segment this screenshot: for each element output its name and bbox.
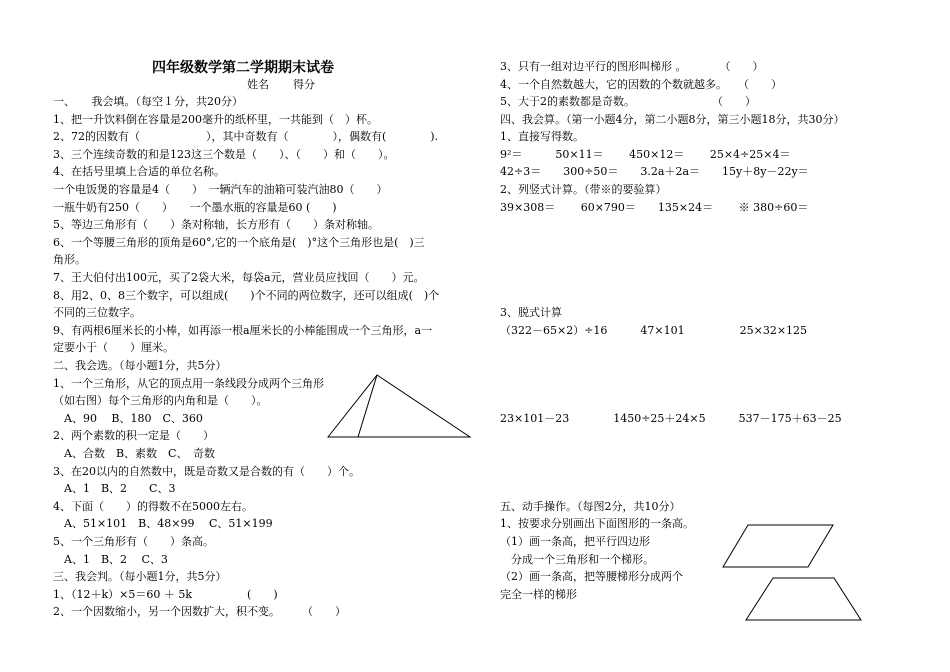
question-line: 2、一个因数缩小，另一个因数扩大，积不变。 （ ） (53, 605, 346, 618)
question-line: 6、一个等腰三角形的顶角是60°,它的一个底角是( )°这个三角形也是( )三 (53, 236, 425, 249)
question-line: 一个电饭煲的容量是4（ ） 一辆汽车的油箱可装汽油80（ ） (53, 183, 388, 196)
question-line: 一瓶牛奶有250（ ） 一个墨水瓶的容量是60 ( ) (53, 201, 337, 214)
choice-options: A、51×101 B、48×99 C、51×199 (53, 517, 273, 530)
name-label: 姓名 (247, 78, 269, 91)
section-choice-heading: 二、我会选。（每小题1分，共5分） (53, 359, 227, 372)
question-line: （如右图）每个三角形的内角和是（ ）。 (53, 394, 268, 407)
question-line: 5、等边三角形有（ ）条对称轴，长方形有（ ）条对称轴。 (53, 218, 379, 231)
calc-row: （322－65×2）÷16 47×101 25×32×125 (500, 324, 808, 337)
calc-row: 9²＝ 50×11＝ 450×12＝ 25×4÷25×4＝ (500, 148, 791, 161)
question-line: 1、一个三角形，从它的顶点用一条线段分成两个三角形 (53, 377, 324, 390)
question-line: 角形。 (53, 253, 86, 266)
choice-options: A、1 B、2 C、3 (53, 482, 176, 495)
question-line: 1、按要求分别画出下面图形的一条高。 (500, 517, 694, 530)
question-line: （1）画一条高，把平行四边形 (500, 535, 650, 548)
question-line: 2、列竖式计算。（带※的要验算） (500, 183, 667, 196)
question-line: 4、一个自然数越大，它的因数的个数就越多。 （ ） (500, 78, 782, 91)
question-line: 3、只有一组对边平行的图形叫梯形 。 （ ） (500, 60, 764, 73)
question-line: 2、两个素数的积一定是（ ） (53, 429, 214, 442)
section-judge-heading: 三、我会判。（每小题1分，共5分） (53, 570, 227, 583)
question-line: 4、在括号里填上合适的单位名称。 (53, 165, 225, 178)
page-title: 四年级数学第二学期期末试卷 (152, 60, 334, 76)
parallelogram-figure (722, 524, 834, 569)
question-line: 5、一个三角形有（ ）条高。 (53, 535, 214, 548)
calc-row: 42÷3＝ 300÷50＝ 3.2a＋2a＝ 15y＋8y－22y＝ (500, 165, 809, 178)
score-label: 得分 (293, 78, 315, 91)
question-line: 3、脱式计算 (500, 306, 562, 319)
question-line: 不同的三位数字。 (53, 306, 141, 319)
question-line: 3、三个连续奇数的和是123这三个数是（ ）、（ ）和（ ）。 (53, 148, 395, 161)
question-line: 5、大于2的素数都是奇数。 （ ） (500, 95, 756, 108)
question-line: 2、72的因数有（ ），其中奇数有（ ），偶数有( ). (53, 130, 439, 143)
question-line: 9、有两根6厘米长的小棒，如再添一根a厘米长的小棒能围成一个三角形，a一 (53, 324, 433, 337)
choice-options: A、合数 B、素数 C、 奇数 (53, 447, 215, 460)
question-line: 7、王大伯付出100元，买了2袋大米，每袋a元，营业员应找回（ ）元。 (53, 271, 425, 284)
choice-options: A、1 B、2 C、3 (53, 553, 168, 566)
question-line: （2）画一条高，把等腰梯形分成两个 (500, 570, 683, 583)
question-line: 3、在20以内的自然数中，既是奇数又是合数的有（ ）个。 (53, 465, 360, 478)
question-line: 1、（12＋k）×5＝60 ＋ 5k ( ) (53, 588, 278, 601)
question-line: 8、用2、0、8三个数字，可以组成( )个不同的两位数字，还可以组成( )个 (53, 289, 440, 302)
choice-options: A、90 B、180 C、360 (53, 412, 203, 425)
question-line: 分成一个三角形和一个梯形。 (500, 553, 654, 566)
calc-row: 39×308＝ 60×790＝ 135×24＝ ※ 380÷60＝ (500, 201, 809, 214)
section-calc-heading: 四、我会算。（第一小题4分，第二小题8分，第三小题18分，共30分） (500, 113, 845, 126)
question-line: 1、直接写得数。 (500, 130, 584, 143)
calc-row: 23×101－23 1450÷25＋24×5 537－175＋63－25 (500, 412, 842, 425)
question-line: 4、下面（ ）的得数不在5000左右。 (53, 500, 253, 513)
section-draw-heading: 五、动手操作。（每图2分，共10分） (500, 500, 681, 513)
trapezoid-figure (745, 577, 863, 622)
question-line: 定要小于（ ）厘米。 (53, 341, 174, 354)
triangle-figure (327, 374, 472, 439)
question-line: 完全一样的梯形 (500, 588, 577, 601)
section-fill-heading: 一、 我会填。（每空１分，共20分） (53, 95, 243, 108)
question-line: 1、把一升饮料倒在容量是200毫升的纸杯里，一共能到（ ）杯。 (53, 113, 378, 126)
